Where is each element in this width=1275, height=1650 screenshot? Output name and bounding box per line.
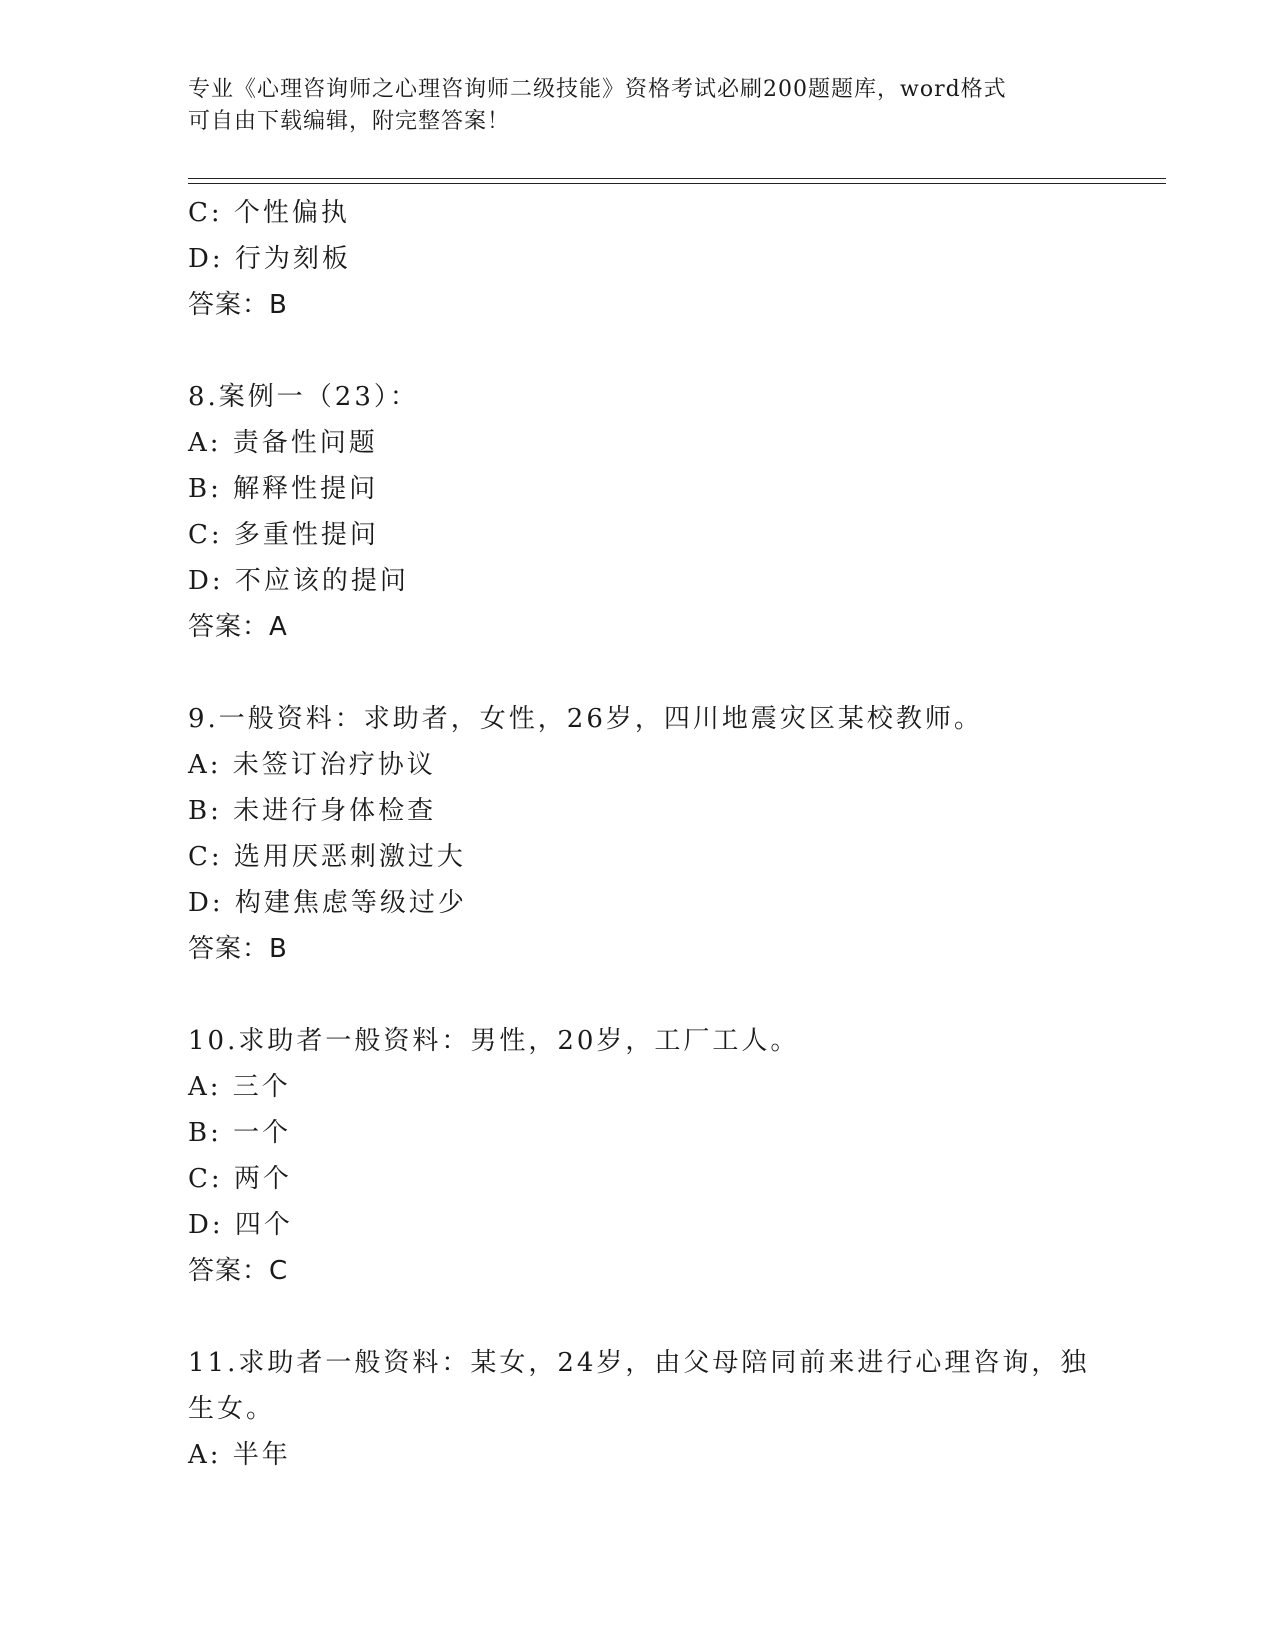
question-text: 9.一般资料：求助者，女性，26岁，四川地震灾区某校教师。 [188, 704, 983, 734]
option-d: D: 四个 [188, 1210, 293, 1240]
option-a: A: 半年 [188, 1440, 291, 1470]
option-b: B: 一个 [188, 1118, 292, 1148]
header-line-2: 可自由下载编辑，附完整答案！ [188, 109, 511, 134]
question-text: 8.案例一（23）： [188, 382, 419, 412]
option-b: B: 未进行身体检查 [188, 796, 437, 826]
spacer [188, 328, 1108, 374]
spacer [188, 972, 1108, 1018]
question-list [188, 190, 1108, 1478]
answer-text: 答案：A [188, 612, 288, 642]
question-11 [188, 1340, 1108, 1478]
answer-text: 答案：B [188, 934, 288, 964]
option-c: C: 选用厌恶刺激过大 [188, 842, 466, 872]
question-7 [188, 190, 1108, 328]
option-a: A: 三个 [188, 1072, 291, 1102]
option-c: C: 多重性提问 [188, 520, 379, 550]
option-c: C: 两个 [188, 1164, 292, 1194]
question-9 [188, 696, 1108, 972]
question-8 [188, 374, 1108, 650]
document-header [188, 74, 1088, 138]
header-divider-bottom [188, 183, 1166, 184]
question-10 [188, 1018, 1108, 1294]
option-a: A: 责备性问题 [188, 428, 378, 458]
answer-text: 答案：C [188, 1256, 289, 1286]
option-d: D: 构建焦虑等级过少 [188, 888, 467, 918]
question-text-line-2: 生女。 [188, 1394, 276, 1424]
option-d: D: 行为刻板 [188, 244, 351, 274]
option-a: A: 未签订治疗协议 [188, 750, 436, 780]
question-text: 10.求助者一般资料：男性，20岁，工厂工人。 [188, 1026, 800, 1056]
answer-text: 答案：B [188, 290, 288, 320]
header-line-1: 专业《心理咨询师之心理咨询师二级技能》资格考试必刷200题题库，word格式 [188, 77, 1007, 102]
question-text-line-1: 11.求助者一般资料：某女，24岁，由父母陪同前来进行心理咨询，独 [188, 1348, 1090, 1378]
option-d: D: 不应该的提问 [188, 566, 409, 596]
spacer [188, 1294, 1108, 1340]
option-c: C: 个性偏执 [188, 198, 350, 228]
header-divider-top [188, 178, 1166, 179]
spacer [188, 650, 1108, 696]
option-b: B: 解释性提问 [188, 474, 379, 504]
